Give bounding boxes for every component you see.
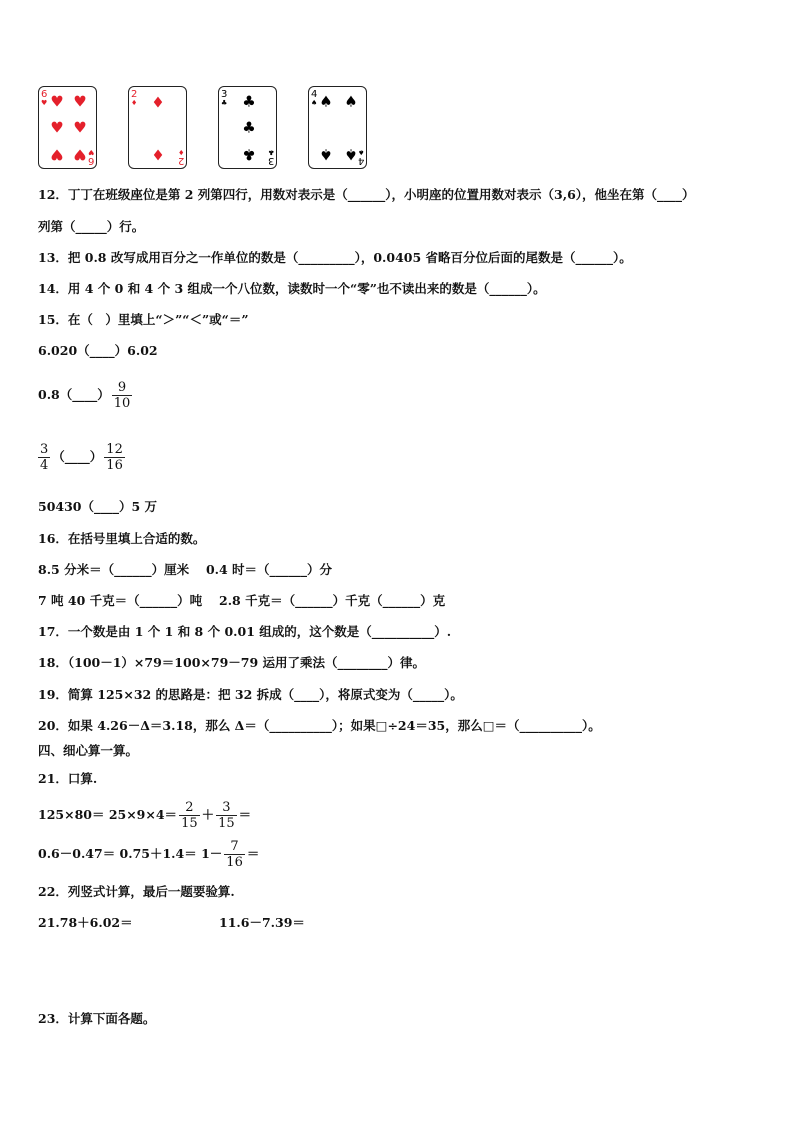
plus-sign: ＋ bbox=[201, 807, 215, 822]
question-16-row-2: 7 吨 40 千克＝（______）吨 2.8 千克＝（______）千克（______）克 bbox=[38, 593, 446, 608]
question-15-c-blank: （____） bbox=[52, 449, 103, 464]
heart-icon: ♥ bbox=[50, 145, 64, 164]
question-15-b-left: 0.8（____） bbox=[38, 387, 110, 402]
fraction-numerator: 2 bbox=[179, 800, 200, 816]
question-22-b: 11.6－7.39＝ bbox=[219, 915, 305, 930]
question-18: 18．（100－1）×79＝100×79－79 运用了乘法（________）律。 bbox=[38, 655, 426, 670]
question-22-title: 22．列竖式计算，最后一题要验算. bbox=[38, 884, 235, 899]
fraction-numerator: 7 bbox=[224, 839, 245, 855]
heart-icon: ♥ bbox=[73, 145, 87, 164]
question-12-line-2: 列第（_____）行。 bbox=[38, 219, 145, 234]
card-corner bbox=[311, 90, 317, 107]
club-icon: ♣ bbox=[221, 99, 228, 107]
fraction-numerator: 3 bbox=[40, 442, 49, 457]
spade-icon: ♠ bbox=[344, 92, 358, 111]
heart-icon: ♥ bbox=[73, 118, 87, 137]
card-rank: 4 bbox=[357, 155, 364, 166]
card-corner bbox=[131, 90, 137, 107]
heart-icon: ♥ bbox=[50, 92, 64, 111]
question-21-row-2-text: 0.6－0.47＝ 0.75＋1.4＝ 1－ bbox=[38, 846, 223, 861]
fraction-numerator: 12 bbox=[106, 442, 123, 457]
question-16-title: 16．在括号里填上合适的数。 bbox=[38, 531, 206, 546]
equals-sign: ＝ bbox=[246, 846, 260, 861]
fraction-denominator: 4 bbox=[40, 458, 49, 473]
fraction bbox=[216, 800, 237, 831]
question-15-d: 50430（____）5 万 bbox=[38, 499, 158, 514]
fraction-numerator: 9 bbox=[112, 380, 133, 396]
spade-icon: ♠ bbox=[319, 92, 333, 111]
fraction-denominator: 15 bbox=[218, 816, 235, 831]
spade-icon: ♠ bbox=[319, 145, 333, 164]
question-16-row-1: 8.5 分米＝（______）厘米 0.4 时＝（______）分 bbox=[38, 562, 333, 577]
question-23: 23．计算下面各题。 bbox=[38, 1011, 156, 1026]
card-rank: 6 bbox=[87, 155, 94, 166]
diamond-icon: ♦ bbox=[177, 148, 184, 156]
question-13: 13．把 0.8 改写成用百分之一作单位的数是（_________），0.0405 省略百分位后面的尾数是（______）。 bbox=[38, 250, 632, 265]
diamond-icon: ♦ bbox=[151, 93, 165, 112]
card-corner bbox=[41, 90, 47, 107]
club-icon: ♣ bbox=[242, 92, 256, 111]
question-14: 14．用 4 个 0 和 4 个 3 组成一个八位数，读数时一个“零”也不读出来的数是（______）。 bbox=[38, 281, 546, 296]
fraction bbox=[38, 442, 50, 473]
fraction-denominator: 10 bbox=[113, 396, 131, 411]
fraction-numerator: 3 bbox=[216, 800, 237, 816]
question-21-title: 21．口算. bbox=[38, 771, 98, 786]
spade-icon: ♠ bbox=[357, 148, 364, 156]
card-six-hearts bbox=[38, 86, 97, 169]
heart-icon: ♥ bbox=[50, 118, 64, 137]
card-corner bbox=[178, 148, 184, 165]
card-corner bbox=[268, 148, 274, 165]
question-15-title: 15．在（ ）里填上“＞”“＜”或“＝” bbox=[38, 312, 249, 327]
fraction bbox=[112, 380, 133, 411]
fraction-denominator: 16 bbox=[226, 855, 243, 870]
question-20: 20．如果 4.26－Δ＝3.18，那么 Δ＝（__________）；如果□÷24＝35，那么□＝（__________）。 bbox=[38, 718, 601, 733]
card-three-clubs bbox=[218, 86, 277, 169]
question-22-a: 21.78＋6.02＝ bbox=[38, 915, 133, 930]
question-12-line-1: 12．丁丁在班级座位是第 2 列第四行，用数对表示是（______），小明座的位置用数对表示（3,6），他坐在第（____） bbox=[38, 187, 695, 202]
card-rank: 6 bbox=[41, 89, 48, 100]
diamond-icon: ♦ bbox=[131, 99, 138, 107]
question-21-row-1-text: 125×80＝ 25×9×4＝ bbox=[38, 807, 178, 822]
club-icon: ♣ bbox=[242, 145, 256, 164]
fraction bbox=[104, 442, 125, 473]
fraction bbox=[179, 800, 200, 831]
question-15-b bbox=[38, 380, 134, 411]
card-two-diamonds bbox=[128, 86, 187, 169]
question-17: 17．一个数是由 1 个 1 和 8 个 0.01 组成的，这个数是（__________）. bbox=[38, 624, 452, 639]
spade-icon: ♠ bbox=[344, 145, 358, 164]
club-icon: ♣ bbox=[267, 148, 274, 156]
card-four-spades bbox=[308, 86, 367, 169]
club-icon: ♣ bbox=[242, 118, 256, 137]
question-19: 19．简算 125×32 的思路是：把 32 拆成（____），将原式变为（_____）。 bbox=[38, 687, 463, 702]
section-4-heading: 四、细心算一算。 bbox=[38, 743, 139, 758]
heart-icon: ♥ bbox=[87, 148, 94, 156]
equals-sign: ＝ bbox=[238, 807, 252, 822]
card-corner bbox=[221, 90, 227, 107]
card-rank: 4 bbox=[311, 89, 318, 100]
diamond-icon: ♦ bbox=[151, 145, 165, 164]
fraction-denominator: 16 bbox=[106, 458, 123, 473]
question-21-row-1 bbox=[38, 800, 251, 831]
card-rank: 2 bbox=[177, 155, 184, 166]
card-rank: 3 bbox=[267, 155, 274, 166]
question-15-a: 6.020（____）6.02 bbox=[38, 343, 158, 358]
fraction bbox=[224, 839, 245, 870]
spade-icon: ♠ bbox=[311, 99, 318, 107]
fraction-denominator: 15 bbox=[181, 816, 198, 831]
heart-icon: ♥ bbox=[73, 92, 87, 111]
card-rank: 3 bbox=[221, 89, 228, 100]
card-corner bbox=[88, 148, 94, 165]
card-corner bbox=[358, 148, 364, 165]
question-21-row-2 bbox=[38, 839, 259, 870]
question-15-c bbox=[38, 442, 127, 473]
card-rank: 2 bbox=[131, 89, 138, 100]
heart-icon: ♥ bbox=[41, 99, 48, 107]
